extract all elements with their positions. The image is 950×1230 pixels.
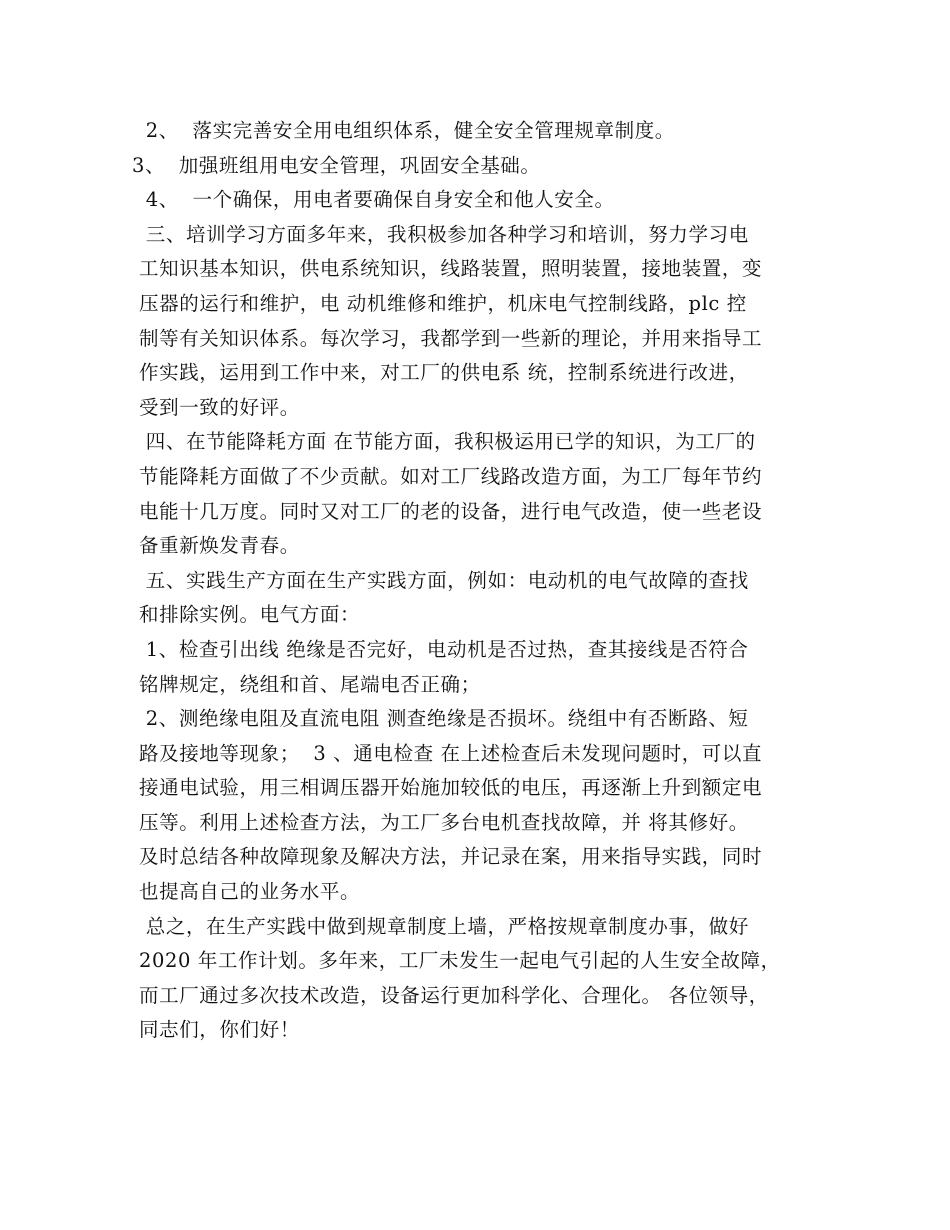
text-line: 同志们，你们好！	[139, 1018, 300, 1042]
text-line: 接通电试验，用三相调压器开始施加较低的电压，再逐渐上升到额定电	[139, 776, 763, 800]
text-line: 四、在节能降耗方面 在节能方面，我积极运用已学的知识，为工厂的	[139, 430, 756, 454]
text-line: 铭牌规定，绕组和首、尾端电否正确；	[139, 672, 481, 696]
text-line: 作实践，运用到工作中来，对工厂的供电系 统，控制系统进行改进，	[139, 361, 749, 385]
text-line: 备重新焕发青春。	[139, 534, 300, 558]
text-line: 1、检查引出线 绝缘是否完好，电动机是否过热，查其接线是否符合	[139, 637, 749, 661]
text-line: 受到一致的好评。	[139, 395, 300, 419]
text-line: 2020 年工作计划。多年来，工厂未发生一起电气引起的人生安全故障，	[139, 949, 781, 973]
text-line: 及时总结各种故障现象及解决方法，并记录在案，用来指导实践，同时	[139, 845, 763, 869]
text-line: 2、测绝缘电阻及直流电阻 测查绝缘是否损坏。绕组中有否断路、短	[139, 707, 749, 731]
text-line: 电能十几万度。同时又对工厂的老的设备，进行电气改造，使一些老设	[139, 499, 763, 523]
text-line: 三、培训学习方面多年来，我积极参加各种学习和培训，努力学习电	[139, 222, 749, 246]
text-line: 而工厂通过多次技术改造，设备运行更加科学化、合理化。 各位领导，	[139, 983, 769, 1007]
text-line: 和排除实例。电气方面：	[139, 603, 361, 627]
text-line: 4、 一个确保，用电者要确保自身安全和他人安全。	[139, 188, 615, 212]
text-line: 压器的运行和维护，电 动机维修和维护，机床电气控制线路，plc 控	[139, 291, 747, 315]
text-line: 总之，在生产实践中做到规章制度上墙，严格按规章制度办事，做好	[139, 914, 749, 938]
document-body	[132, 114, 819, 1048]
text-line: 3、 加强班组用电安全管理，巩固安全基础。	[132, 153, 541, 177]
text-line: 工知识基本知识，供电系统知识，线路装置，照明装置，接地装置，变	[139, 257, 763, 281]
text-line: 路及接地等现象； 3 、通电检查 在上述检查后未发现问题时，可以直	[139, 741, 763, 765]
text-line: 压等。利用上述检查方法，为工厂多台电机查找故障，并 将其修好。	[139, 810, 749, 834]
text-line: 制等有关知识体系。每次学习，我都学到一些新的理论，并用来指导工	[139, 326, 763, 350]
text-line: 五、实践生产方面在生产实践方面，例如：电动机的电气故障的查找	[139, 568, 749, 592]
text-line: 节能降耗方面做了不少贡献。如对工厂线路改造方面，为工厂每年节约	[139, 464, 763, 488]
text-line: 也提高自己的业务水平。	[139, 880, 361, 904]
text-line: 2、 落实完善安全用电组织体系，健全安全管理规章制度。	[139, 119, 675, 142]
